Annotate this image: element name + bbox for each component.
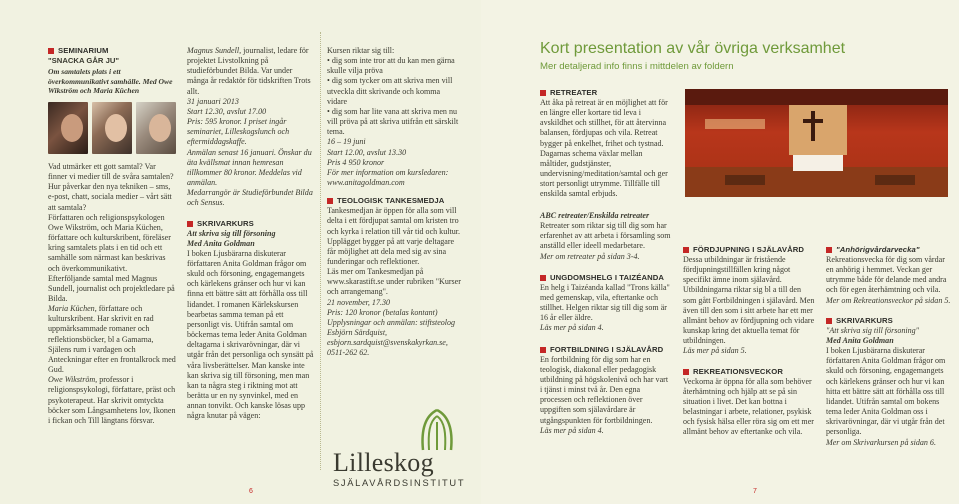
- column-tankesmedja: [327, 46, 461, 359]
- logo-subtitle: SJÄLAVÅRDSINSTITUT: [333, 478, 466, 488]
- red-square-icon: [683, 247, 689, 253]
- abc-body: Retreater som riktar sig till dig som har erfarenhet av att arbeta i församling som anställd eller ideell medarbetare.: [540, 221, 671, 251]
- page-number: 7: [753, 488, 757, 495]
- red-square-icon: [826, 247, 832, 253]
- ungdom-ref: Läs mer på sidan 4.: [540, 323, 604, 333]
- seminar-apply: Anmälan senast 16 januari. Önskar du äta kvällsmat innan hemresan tillkommer 80 kronor. Meddelas vid anmälan.: [187, 147, 312, 188]
- section-heading-tankesmedja: TEOLOGISK TANKESMEDJA: [327, 196, 461, 206]
- tankesmedja-price: Pris: 120 kronor (betalas kontant): [327, 307, 438, 317]
- column-anhorig: [826, 245, 952, 448]
- seminar-title: "SNACKA GÅR JU": [48, 56, 120, 65]
- course-date: 16 – 19 juni: [327, 137, 366, 147]
- skrivarkurs-teacher: Med Anita Goldman: [826, 335, 894, 345]
- column-skrivarkurs: [187, 46, 315, 421]
- tankesmedja-date: 21 november, 17.30: [327, 297, 391, 307]
- skrivarkurs-body: I boken Ljusbärarna diskuterar författaren Anita Goldman frågor om skuld och försoning, engagemangets och kärlekens gränser och hur vi kan hitta ett bättre sätt att förhålla oss till lidandet. Utifrån samtal om bokens tema leder Anita Goldman oss i skrivarövningar, där vi utgår från det personliga.: [826, 346, 946, 437]
- section-heading-rekreation: REKREATIONSVECKOR: [683, 367, 815, 377]
- logo-name: Lilleskog: [333, 448, 434, 477]
- tankesmedja-body: Tankesmedjan är öppen för alla som vill delta i ett fördjupat samtal om kristen tro och kyrka i relation till vår tid och kultur. Upplägget bygger på att varje deltagare får möjlighet att dela med sig av sina funderingar och reflektioner. Läs mer om Tankesmedjan på www.skarastift.se under rubriken "Kurser och arrangemang".: [327, 206, 461, 297]
- retreat-body: Att åka på retreat är en möjlighet att för en längre eller kortare tid leva i avskildhet och stillhet, för att återvinna balansen, fördjupas och vila. Retreat bygger på enkelhet, frihet och tystnad. Dagarnas schema växlar mellan måltider, gudstjänster, undervisning/meditation/samtal och ger stort personligt utrymme. Tillfälle till enskilda samtal erbjuds.: [540, 98, 668, 199]
- red-square-icon: [540, 275, 546, 281]
- bio-owe: Owe Wikström, professor i religionspsykologi, författare, präst och psykoterapeut. Har skrivit omtyckta böcker som Långsamhetens lov, Ikonen i fickan och Till längtans försvar.: [48, 375, 176, 425]
- course-teacher: Med Anita Goldman: [187, 238, 255, 248]
- section-heading-skrivarkurs: SKRIVARKURS: [187, 219, 315, 229]
- section-heading-retreater: RETREATER: [540, 88, 672, 98]
- seminar-organizers: Medarrangör är Studieförbundet Bilda och Sensus.: [187, 188, 313, 208]
- column-abc: [540, 211, 672, 436]
- speaker-photo: [136, 102, 176, 154]
- course-price: Pris 4 950 kronor: [327, 157, 385, 167]
- seminar-date: 31 januari 2013: [187, 96, 239, 106]
- page-title: Kort presentation av vår övriga verksamhet: [540, 40, 846, 57]
- bullet-item: • dig som inte tror att du kan men gärna skulle vilja pröva: [327, 56, 455, 76]
- abc-heading: ABC retreater/Enskilda retreater: [540, 211, 650, 220]
- seminar-body: Vad utmärker ett gott samtal? Var finner vi medier till de svåra samtalen? Hur påverkar den nya tekniken – sms, e-post, chatt, sociala medier – vårt sätt att samtala? Författaren och religionspsykologen Owe Wikström, och Maria Küchen, författare och kulturskribent, föreläser kring samtalets plats i en tid och ett samhälle som närmast kan beskrivas och överkommunikativt. Efterföljande samtal med Magnus Sundell, journalist och projektledare på Bilda.: [48, 161, 175, 303]
- column-fordjupning: [683, 245, 815, 438]
- anhorig-ref: Mer om Rekreationsveckor på sidan 5.: [826, 295, 951, 305]
- column-seminarium: [48, 46, 176, 426]
- section-heading-skrivarkurs-right: SKRIVARKURS: [826, 316, 952, 326]
- course-body: I boken Ljusbärarna diskuterar författaren Anita Goldman frågor om skuld och försoning, engagemangets och kärlekens gränser och hur vi kan finna ett bättre sätt att förhålla oss till lidandet. I romanen Kärlekskursen bearbetas samma teman på ett personligt vis. Utifrån samtal om böckernas tema leder Anita Goldman deltagarna i skrivarövningar, där vi utgår från det personliga och synsätt på våra livsberättelser. Man kanske inte kan skriva sig till försoning, men man kan ta några steg i riktning mot att berätta ur en ny synvinkel, med en annan tonvikt. Och kanske lösas upp några knutar på vägen:: [187, 248, 314, 421]
- course-subtitle: Att skriva sig till försoning: [187, 228, 276, 238]
- section-heading-seminarium: SEMINARIUM: [48, 46, 176, 56]
- section-heading-fortbildning: FORTBILDNING I SJÄLAVÅRD: [540, 345, 672, 355]
- fordjupning-body: Dessa utbildningar är fristående fördjupningstillfällen kring något specifikt ämne inom själavård. Utbildningarna riktar sig bl a till den som gått Fortbildningen i själavård. Men även till den som i sitt arbete har ett mer allmänt behov av fördjupning och vidare kunskap kring det aktuella temat för utbildningen.: [683, 255, 815, 346]
- red-square-icon: [327, 198, 333, 204]
- seminar-price: Pris: 595 kronor. I priset ingår seminariet, Lilleskogslunch och eftermiddagskaffe.: [187, 117, 290, 147]
- page-subtitle: Mer detaljerad info finns i mittdelen av foldern: [540, 61, 734, 72]
- tankesmedja-contact: Upplysningar och anmälan: stiftsteolog Esbjörn Särdquist, esbjorn.sardquist@svenskakyrkan.se, 0511-262 62.: [327, 317, 456, 358]
- lilleskog-logo: [327, 430, 466, 490]
- section-heading-ungdom: UNGDOMSHELG I TAIZÉANDA: [540, 273, 672, 283]
- course-audience-intro: Kursen riktar sig till:: [327, 46, 395, 55]
- anhorig-body: Rekreationsvecka för dig som vårdar en anhörig i hemmet. Veckan ger utrymme både för delande med andra och för egen återhämtning och vila.: [826, 255, 947, 295]
- section-heading-fordjupning: FÖRDJUPNING I SJÄLAVÅRD: [683, 245, 815, 255]
- speaker-photos: [48, 102, 176, 154]
- chapel-photo: [685, 89, 948, 197]
- speaker-photo: [48, 102, 88, 154]
- red-square-icon: [826, 318, 832, 324]
- page-number: 6: [249, 488, 253, 495]
- ungdom-body: En helg i Taizéanda kallad "Trons källa" med gemenskap, vila, eftertanke och stillhet. Helgen riktar sig till dig som är 16 år eller äldre.: [540, 282, 670, 323]
- skrivarkurs-subtitle: "Att skriva sig till försoning": [826, 325, 920, 335]
- bio-magnus: Magnus Sundell, journalist, ledare för projektet Livstolkning på studieförbundet Bilda. Var under många år redaktör för tidskriften Trots allt.: [187, 46, 311, 96]
- course-info-link[interactable]: För mer information om kursledaren: www.anitagoldman.com: [327, 167, 449, 188]
- red-square-icon: [540, 90, 546, 96]
- red-square-icon: [683, 369, 689, 375]
- column-divider: [320, 32, 321, 470]
- leaf-arch-icon: [413, 406, 461, 454]
- course-time: Start 12.00, avslut 13.30: [327, 147, 407, 157]
- red-square-icon: [48, 48, 54, 54]
- seminar-subtitle: Om samtalets plats i ett överkommunikativt samhälle. Med Owe Wikström och Maria Küchen: [48, 67, 173, 96]
- fortbildning-body: En fortbildning för dig som har en teologisk, diakonal eller pedagogisk utbildning på högskolenivå och har vart i tjänst i minst två år. Den egna processen och reflektionen över uppgiften som själavårdare är utgångspunkten för fortbildningen.: [540, 354, 669, 425]
- red-square-icon: [540, 347, 546, 353]
- fortbildning-ref: Läs mer på sidan 4.: [540, 425, 604, 435]
- red-square-icon: [187, 221, 193, 227]
- bio-maria: Maria Küchen, författare och kulturskribent. Har skrivit en rad uppmärksammade romaner och reflektionsböcker, bl a Gamarna, Själens rum i vardagen och Anteckningar efter en frontalkrock med Gud.: [48, 304, 176, 375]
- abc-ref: Mer om retreater på sidan 3-4.: [540, 251, 640, 261]
- seminar-time: Start 12.30, avslut 17.00: [187, 106, 267, 116]
- speaker-photo: [92, 102, 132, 154]
- fordjupning-ref: Läs mer på sidan 5.: [683, 346, 747, 356]
- bullet-item: • dig som har lite vana att skriva men nu vill pröva på att skriva utifrån ett särskilt tema.: [327, 106, 459, 137]
- column-retreater: [540, 88, 672, 200]
- section-heading-anhorig: "Anhörigvårdarvecka": [826, 245, 952, 255]
- rekreation-body: Veckorna är öppna för alla som behöver återhämtning och hjälp att se på sin situation i livet. Det kan bottna i belastningar i arbete, relationer, psykisk och fysisk hälsa eller röra sig om ett mer allmänt behov av eftertanke och vila.: [683, 376, 814, 437]
- skrivarkurs-ref: Mer om Skrivarkursen på sidan 6.: [826, 437, 936, 447]
- bullet-item: • dig som tycker om att skriva men vill utveckla ditt skrivande och komma vidare: [327, 76, 453, 106]
